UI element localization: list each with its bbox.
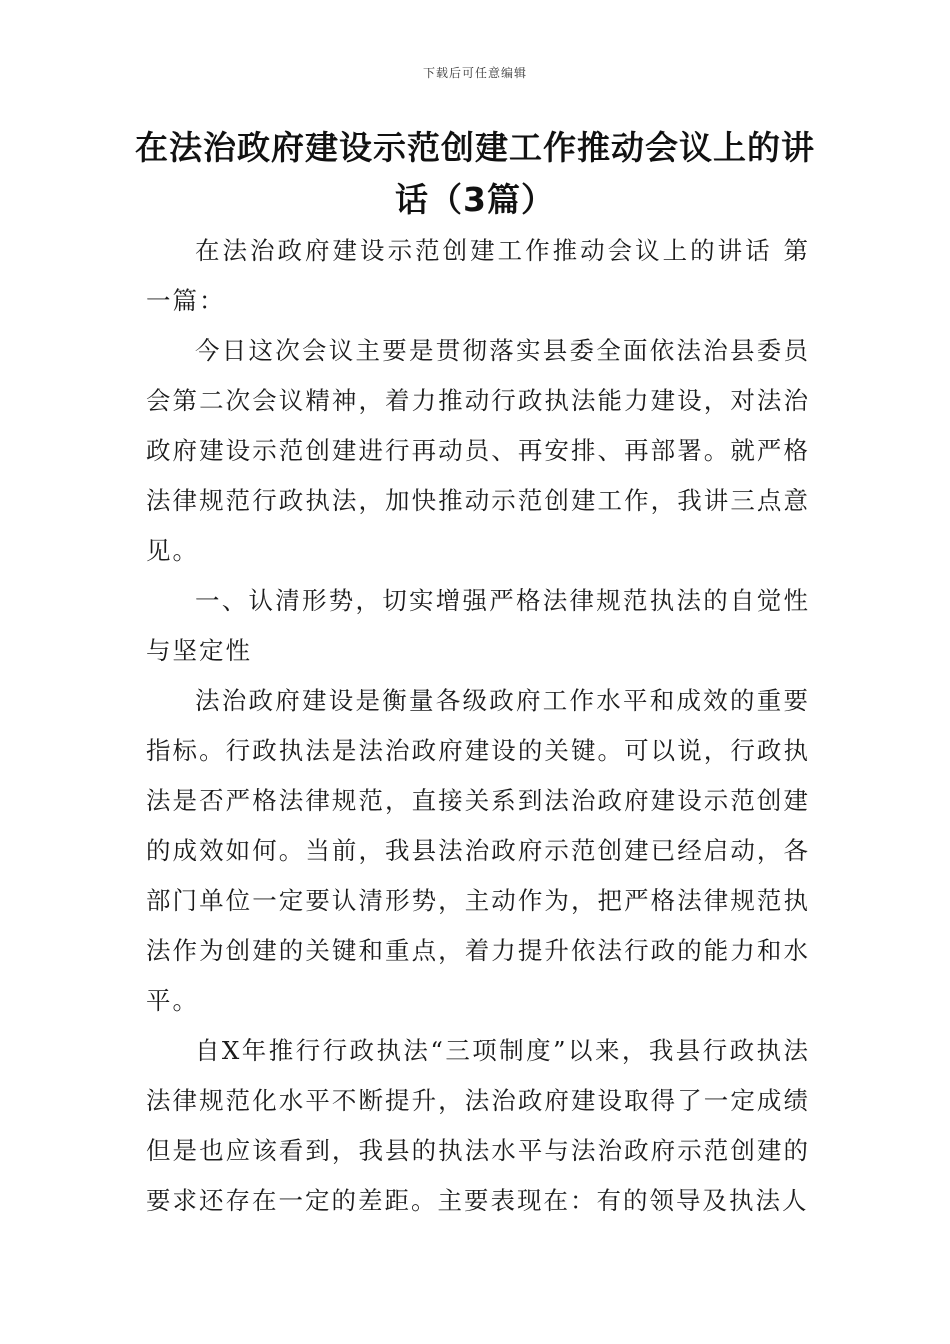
- section-heading: 一、认清形势，切实增强严格法律规范执法的自觉性与坚定性: [146, 586, 810, 665]
- paragraph-subtitle: 在法治政府建设示范创建工作推动会议上的讲话 第一篇：: [146, 236, 810, 315]
- document-title: 在法治政府建设示范创建工作推动会议上的讲话（3篇）: [135, 128, 815, 219]
- header-note: 下载后可任意编辑: [422, 66, 527, 80]
- paragraph: 今日这次会议主要是贯彻落实县委全面依法治县委员会第二次会议精神，着力推动行政执法能力建设，对法治政府建设示范创建进行再动员、再安排、再部署。就严格法律规范行政执法，加快推动示范创建工作，我讲三点意见。: [146, 336, 810, 565]
- document-body: [146, 226, 810, 1226]
- paragraph: 法治政府建设是衡量各级政府工作水平和成效的重要指标。行政执法是法治政府建设的关键。可以说，行政执法是否严格法律规范，直接关系到法治政府建设示范创建的成效如何。当前，我县法治政府示范创建已经启动，各部门单位一定要认清形势，主动作为，把严格法律规范执法作为创建的关键和重点，着力提升依法行政的能力和水平。: [146, 686, 810, 1015]
- paragraph: 自X年推行行政执法“三项制度”以来，我县行政执法法律规范化水平不断提升，法治政府建设取得了一定成绩但是也应该看到，我县的执法水平与法治政府示范创建的要求还存在一定的差距。主要表现在：有的领导及执法人: [146, 1036, 810, 1215]
